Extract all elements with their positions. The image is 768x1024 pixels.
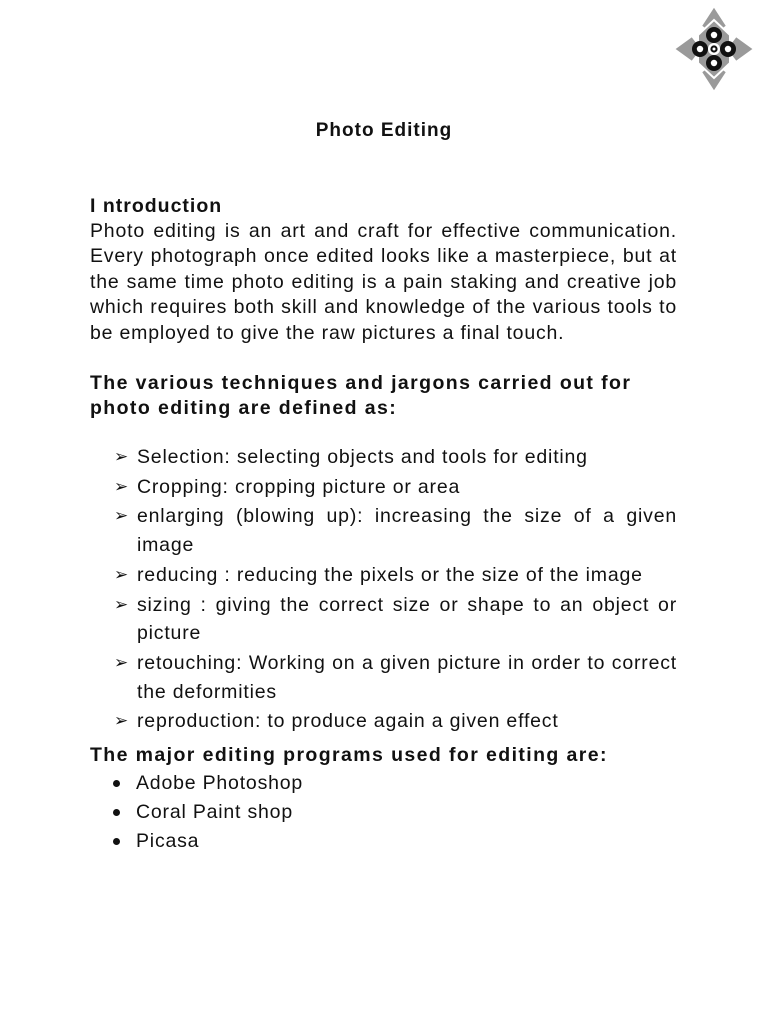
list-item-text: sizing : giving the correct size or shape to an object or picture: [137, 593, 677, 645]
arrow-bullet-icon: ➢: [114, 594, 130, 614]
list-item-text: Coral Paint shop: [136, 800, 293, 823]
dot-bullet-icon: [113, 838, 120, 845]
list-item: [90, 649, 677, 706]
techniques-heading: The various techniques and jargons carried out for photo editing are defined as:: [90, 372, 632, 420]
arrow-bullet-icon: ➢: [114, 711, 130, 731]
programs-heading: The major editing programs used for editing are:: [90, 743, 608, 766]
list-item: [90, 827, 677, 856]
programs-list: [90, 769, 677, 856]
list-item-text: enlarging (blowing up): increasing the size of a given image: [137, 505, 677, 556]
intro-heading: I ntroduction: [90, 195, 223, 217]
arrow-bullet-icon: ➢: [114, 564, 130, 584]
list-item: [90, 798, 677, 827]
list-item: [90, 591, 677, 648]
list-item: [90, 473, 677, 502]
techniques-list: [90, 443, 677, 736]
list-item: [90, 502, 677, 559]
list-item-text: Picasa: [136, 829, 200, 852]
dot-bullet-icon: [113, 780, 120, 787]
list-item-text: Cropping: cropping picture or area: [137, 475, 461, 498]
list-item-text: Adobe Photoshop: [136, 771, 304, 794]
arrow-bullet-icon: ➢: [114, 506, 130, 526]
list-item: [90, 561, 677, 590]
dot-bullet-icon: [113, 809, 120, 816]
arrow-bullet-icon: ➢: [114, 446, 130, 466]
list-item: [90, 707, 677, 736]
intro-paragraph: Photo editing is an art and craft for effective communication. Every photograph once edited looks like a masterpiece, but at the same time photo editing is a pain staking and creative job which requires both skill and knowledge of the various tools to be employed to give the raw pictures a final touch.: [90, 220, 677, 344]
list-item-text: reproduction: to produce again a given effect: [137, 710, 559, 733]
list-item: [90, 769, 677, 798]
arrow-bullet-icon: ➢: [114, 476, 130, 496]
list-item: [90, 443, 677, 472]
page-title: Photo Editing: [315, 120, 453, 141]
list-item-text: retouching: Working on a given picture in order to correct the deformities: [137, 651, 677, 703]
arrow-bullet-icon: ➢: [114, 652, 130, 672]
list-item-text: reducing : reducing the pixels or the size of the image: [137, 563, 643, 586]
four-petal-emblem-icon: [674, 6, 754, 92]
document-body: [90, 194, 677, 856]
list-item-text: Selection: selecting objects and tools for editing: [137, 445, 588, 468]
